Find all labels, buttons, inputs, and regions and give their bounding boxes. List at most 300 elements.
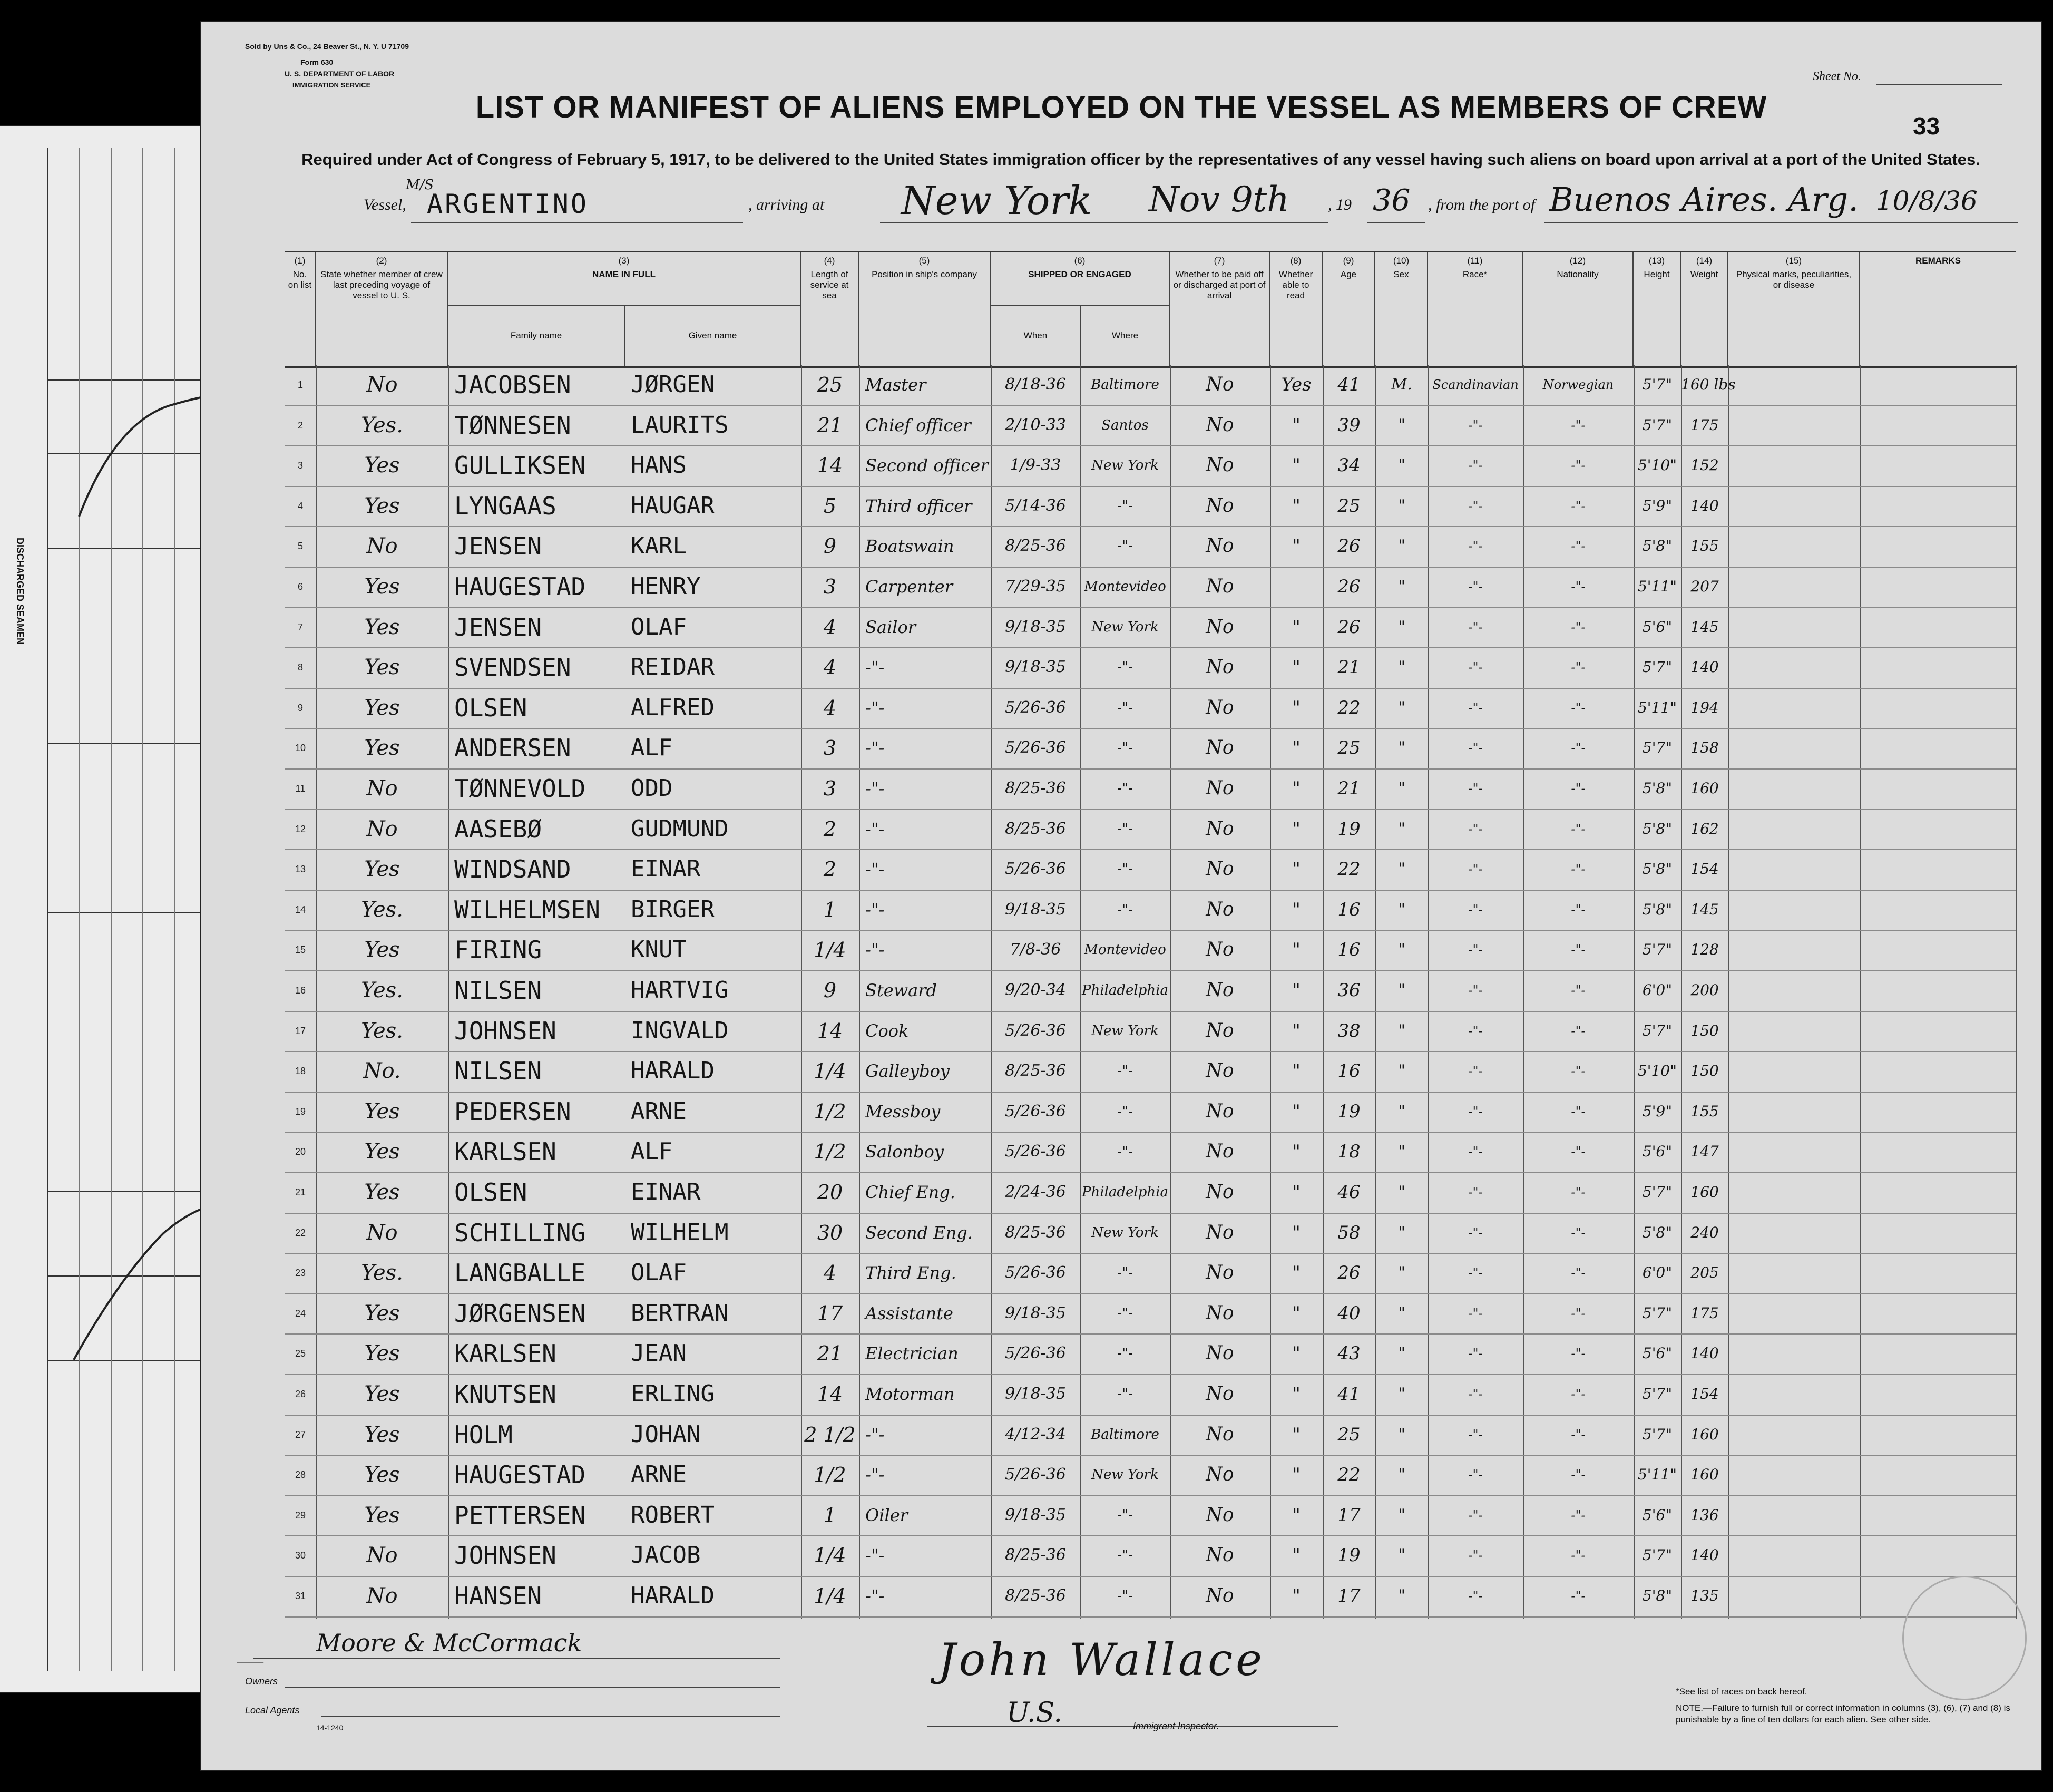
cell-race: -"- (1468, 579, 1483, 594)
cell-paid: No (1206, 656, 1234, 678)
cell-paid: No (1206, 616, 1234, 638)
cell-service: 25 (817, 373, 843, 396)
cell-position: Third Eng. (865, 1263, 956, 1283)
cell-age: 19 (1337, 1100, 1361, 1122)
cell-age: 17 (1337, 1504, 1361, 1526)
cell-where: New York (1091, 1022, 1159, 1039)
cell-family: JENSEN (454, 532, 542, 561)
cell-sex: " (1398, 1344, 1405, 1363)
cell-paid: No (1206, 817, 1234, 840)
service-name: IMMIGRATION SERVICE (292, 81, 371, 89)
cell-service: 1/2 (814, 1463, 846, 1487)
cell-weight: 240 (1690, 1223, 1719, 1241)
col-header-3: (3) NAME IN FULL (448, 252, 801, 366)
cell-family: KARLSEN (454, 1339, 556, 1368)
cell-age: 18 (1337, 1141, 1361, 1163)
cell-family: WILHELMSEN (454, 895, 600, 924)
cell-when: 5/26-36 (1005, 860, 1066, 879)
cell-sex: " (1398, 496, 1405, 515)
cell-prev: Yes (364, 1341, 400, 1366)
cell-nat: -"- (1571, 1144, 1586, 1160)
cell-sex: " (1398, 1061, 1405, 1080)
cell-where: -"- (1117, 1103, 1133, 1119)
cell-race: -"- (1468, 700, 1483, 715)
arriving-label: , arriving at (748, 196, 825, 213)
cell-no: 4 (297, 500, 303, 511)
cell-read: " (1292, 818, 1301, 840)
cell-age: 41 (1337, 374, 1361, 395)
cell-read (1270, 567, 1323, 607)
cell-where: -"- (1117, 699, 1133, 716)
cell-nat: -"- (1571, 458, 1586, 473)
cell-given: OLAF (631, 613, 687, 640)
cell-nat: -"- (1571, 1306, 1586, 1321)
cell-when: 1/9-33 (1010, 456, 1061, 475)
cell-prev: No (366, 1584, 398, 1608)
cell-sex: " (1398, 1303, 1405, 1322)
cell-position: Motorman (865, 1384, 955, 1404)
cell-height: 5'7" (1642, 739, 1673, 757)
cell-given: HAUGAR (631, 492, 715, 519)
cell-prev: Yes (364, 493, 400, 518)
cell-no: 31 (295, 1591, 306, 1601)
cell-race: -"- (1468, 619, 1483, 635)
cell-position: -"- (865, 1545, 885, 1566)
arrival-date: Nov 9th (1149, 179, 1289, 220)
cell-service: 5 (823, 494, 837, 518)
cell-nat: -"- (1571, 1467, 1586, 1483)
cell-age: 22 (1337, 1464, 1361, 1486)
cell-family: JOHNSEN (454, 1541, 556, 1570)
cell-position: -"- (865, 899, 885, 920)
form-code: 14-1240 (316, 1723, 344, 1732)
subheader-when: When (1023, 330, 1048, 340)
cell-paid: No (1206, 576, 1234, 597)
cell-prev: Yes (364, 615, 400, 639)
cell-where: New York (1091, 1224, 1159, 1241)
cell-prev: No. (363, 1059, 401, 1084)
cell-paid: No (1206, 1141, 1234, 1163)
cell-weight: 152 (1690, 456, 1719, 474)
cell-age: 41 (1337, 1384, 1361, 1405)
cell-when: 9/18-35 (1005, 617, 1066, 636)
cell-weight: 147 (1690, 1143, 1719, 1161)
cell-sex: " (1398, 1021, 1405, 1040)
cell-prev: Yes (364, 1140, 400, 1164)
cell-no: 22 (295, 1227, 306, 1238)
cell-weight: 140 (1690, 1546, 1719, 1564)
cell-prev: Yes (364, 574, 400, 599)
cell-weight: 150 (1690, 1062, 1719, 1080)
cell-no: 18 (295, 1066, 306, 1077)
cell-no: 14 (295, 904, 306, 915)
col-header-12: (12) Nationality (1523, 252, 1634, 366)
cell-race: -"- (1468, 1589, 1483, 1603)
cell-no: 11 (295, 783, 306, 794)
cell-age: 26 (1337, 616, 1361, 638)
cell-given: WILHELM (631, 1219, 729, 1246)
cell-read: " (1292, 1100, 1301, 1122)
cell-height: 5'7" (1642, 1021, 1673, 1039)
cell-prev: Yes (364, 655, 400, 680)
cell-height: 5'10" (1637, 1062, 1677, 1080)
cell-weight: 140 (1690, 1345, 1719, 1362)
cell-read: " (1292, 535, 1301, 557)
cell-race: -"- (1468, 1548, 1483, 1563)
cell-sex: " (1398, 860, 1405, 879)
cell-weight: 145 (1690, 618, 1719, 636)
cell-service: 2 1/2 (804, 1423, 856, 1446)
cell-when: 8/18-36 (1005, 375, 1066, 394)
crew-row (285, 607, 2016, 649)
agents-label: _____ (237, 1652, 264, 1663)
cell-age: 25 (1337, 495, 1361, 517)
cell-sex: " (1398, 537, 1405, 556)
cell-position: Chief officer (865, 415, 971, 435)
cell-height: 5'8" (1642, 1587, 1673, 1604)
cell-family: KNUTSEN (454, 1380, 556, 1408)
cell-given: ROBERT (631, 1501, 715, 1528)
cell-height: 5'7" (1642, 416, 1673, 434)
cell-no: 10 (295, 743, 306, 754)
table-header (285, 251, 2016, 368)
cell-when: 5/14-36 (1005, 496, 1066, 515)
cell-position: -"- (865, 697, 885, 718)
crew-row (285, 405, 2016, 447)
cell-service: 20 (817, 1181, 843, 1204)
cell-nat: -"- (1571, 741, 1586, 756)
cell-height: 5'6" (1642, 618, 1673, 636)
cell-position: -"- (865, 1586, 885, 1606)
cell-given: KARL (631, 532, 687, 560)
cell-position: Sailor (865, 617, 916, 637)
cell-prev: Yes (364, 1382, 400, 1406)
cell-position: Master (865, 375, 926, 395)
cell-weight: 154 (1690, 860, 1719, 878)
cell-prev: Yes (364, 695, 400, 720)
cell-race: -"- (1468, 1064, 1483, 1079)
cell-prev: Yes (364, 1301, 400, 1326)
cell-service: 1/4 (814, 1544, 846, 1567)
cell-nat: -"- (1571, 660, 1586, 675)
cell-paid: No (1206, 1019, 1234, 1041)
manifest-subtitle: Required under Act of Congress of February 5, 1917, to be delivered to the United States immigration officer by the representatives of any vessel having such aliens on board upon arrival at a port of the United States. (301, 150, 1980, 169)
cell-paid: No (1206, 374, 1234, 395)
cell-given: ALF (631, 734, 673, 762)
cell-weight: 160 (1690, 780, 1719, 797)
cell-height: 5'8" (1642, 860, 1673, 878)
year-prefix: , 19 (1328, 196, 1352, 213)
cell-weight: 150 (1690, 1021, 1719, 1039)
col-header-5: (5) Position in ship's company (859, 252, 991, 366)
cell-where: -"- (1117, 1507, 1133, 1523)
crew-row (285, 849, 2016, 891)
cell-paid: No (1206, 1585, 1234, 1606)
cell-where: Philadelphia (1082, 982, 1168, 998)
cell-sex: " (1398, 577, 1405, 596)
cell-where: -"- (1117, 861, 1133, 878)
cell-position: Boatswain (865, 536, 954, 557)
publisher-line: Sold by Uns & Co., 24 Beaver St., N. Y. U 71709 (245, 42, 409, 51)
sheet-label: Sheet No. (1813, 70, 1861, 83)
cell-prev: No (366, 816, 398, 841)
cell-where: -"- (1117, 1144, 1133, 1160)
cell-no: 29 (295, 1509, 306, 1521)
cell-paid: No (1206, 1060, 1234, 1082)
cell-height: 5'7" (1642, 1546, 1673, 1564)
cell-race: -"- (1468, 1427, 1483, 1442)
cell-age: 39 (1337, 414, 1361, 436)
cell-read: " (1292, 657, 1301, 678)
cell-service: 14 (817, 1382, 843, 1406)
cell-height: 5'6" (1642, 1506, 1673, 1524)
cell-weight: 175 (1690, 416, 1719, 434)
col-header-15: (15) Physical marks, peculiarities, or disease (1728, 252, 1860, 366)
cell-nat: -"- (1571, 942, 1586, 958)
departure-port: Buenos Aires. Arg. (1549, 180, 1859, 219)
cell-no: 24 (295, 1308, 306, 1319)
cell-family: NILSEN (454, 1057, 542, 1086)
cell-height: 5'11" (1637, 578, 1677, 595)
cell-nat: -"- (1571, 1589, 1586, 1603)
cell-given: JEAN (631, 1340, 687, 1367)
cell-family: JOHNSEN (454, 1016, 556, 1045)
races-note: *See list of races on back hereof. (1676, 1687, 1807, 1697)
cell-nat: -"- (1571, 1104, 1586, 1119)
cell-sex: " (1398, 1142, 1405, 1161)
cell-read: " (1292, 737, 1301, 759)
cell-height: 5'11" (1637, 1466, 1677, 1484)
cell-service: 14 (817, 1019, 843, 1043)
cell-paid: No (1206, 454, 1234, 476)
cell-age: 16 (1337, 899, 1361, 920)
cell-position: -"- (865, 859, 885, 880)
cell-height: 5'8" (1642, 1223, 1673, 1241)
cell-sex: " (1398, 981, 1405, 999)
cell-paid: No (1206, 696, 1234, 718)
cell-when: 9/18-35 (1005, 658, 1066, 677)
cell-service: 4 (823, 615, 837, 639)
cell-no: 21 (295, 1187, 306, 1197)
cell-height: 6'0" (1642, 1264, 1673, 1282)
cell-where: New York (1091, 457, 1159, 474)
inspector-signature: John Wallace (938, 1634, 1265, 1686)
cell-race: -"- (1468, 1467, 1483, 1483)
cell-nat: -"- (1571, 1265, 1586, 1281)
cell-race: -"- (1468, 1225, 1483, 1240)
cell-nat: -"- (1571, 417, 1586, 433)
cell-given: ALF (631, 1138, 673, 1165)
col-header-14: (14) Weight (1681, 252, 1728, 366)
crew-row (285, 1576, 2016, 1618)
cell-age: 19 (1337, 1545, 1361, 1566)
form-number: Form 630 (300, 58, 334, 66)
cell-race: -"- (1468, 1144, 1483, 1160)
cell-race: -"- (1468, 1185, 1483, 1200)
cell-weight: 162 (1690, 820, 1719, 837)
cell-read: " (1292, 1060, 1301, 1082)
cell-prev: Yes (364, 736, 400, 761)
agents-name: Moore & McCormack (316, 1629, 582, 1657)
cell-race: -"- (1468, 983, 1483, 998)
cell-paid: No (1206, 979, 1234, 1001)
cell-age: 21 (1337, 657, 1361, 678)
cell-sex: " (1398, 1546, 1405, 1565)
cell-family: NILSEN (454, 976, 542, 1005)
cell-no: 19 (295, 1106, 306, 1117)
cell-prev: Yes (364, 1422, 400, 1447)
cell-sex: " (1398, 1465, 1405, 1484)
cell-sex: " (1398, 415, 1405, 434)
col-header-4: (4) Length of service at sea (801, 252, 859, 366)
cell-read: " (1292, 1262, 1301, 1284)
cell-given: BIRGER (631, 895, 715, 923)
cell-paid: No (1206, 1302, 1234, 1324)
cell-race: -"- (1468, 862, 1483, 877)
cell-nat: -"- (1571, 579, 1586, 594)
crew-row (285, 688, 2016, 729)
cell-read: " (1292, 1302, 1301, 1324)
cell-height: 5'11" (1637, 698, 1677, 716)
cell-height: 6'0" (1642, 981, 1673, 999)
col-header-1: (1) No. on list (285, 252, 316, 366)
cell-service: 3 (823, 736, 837, 760)
cell-read: " (1292, 778, 1301, 799)
cell-no: 17 (295, 1025, 306, 1036)
cell-read: " (1292, 697, 1301, 718)
cell-sex: " (1398, 779, 1405, 797)
cell-age: 26 (1337, 1262, 1361, 1284)
cell-when: 9/18-35 (1005, 1385, 1066, 1403)
cell-read: " (1292, 495, 1301, 517)
cell-age: 43 (1337, 1343, 1361, 1365)
crew-row (285, 1415, 2016, 1456)
cell-sex: " (1398, 1223, 1405, 1242)
cell-nat: -"- (1571, 1427, 1586, 1442)
cell-age: 46 (1337, 1182, 1361, 1203)
cell-when: 5/26-36 (1005, 1465, 1066, 1484)
cell-height: 5'8" (1642, 780, 1673, 797)
cell-family: OLSEN (454, 1178, 527, 1206)
col-header-2: (2) State whether member of crew last preceding voyage of vessel to U. S. (316, 252, 448, 366)
cell-weight: 155 (1690, 1102, 1719, 1120)
cell-no: 2 (297, 420, 303, 431)
cell-where: -"- (1117, 1063, 1133, 1079)
cell-age: 25 (1337, 1424, 1361, 1445)
cell-race: -"- (1468, 660, 1483, 675)
cell-read: " (1292, 1424, 1301, 1445)
cell-nat: -"- (1571, 902, 1586, 917)
cell-when: 5/26-36 (1005, 1142, 1066, 1161)
crew-row (285, 647, 2016, 689)
cell-prev: Yes (364, 1463, 400, 1487)
col-header-13: (13) Height (1634, 252, 1681, 366)
cell-position: Messboy (865, 1101, 941, 1122)
cell-sex: " (1398, 1425, 1405, 1444)
cell-height: 5'7" (1642, 1304, 1673, 1322)
cell-service: 1/4 (814, 1584, 846, 1608)
cell-race: -"- (1468, 539, 1483, 554)
cell-paid: No (1206, 1504, 1234, 1526)
crew-row (285, 445, 2016, 487)
cell-paid: No (1206, 858, 1234, 880)
cell-given: ALFRED (631, 694, 715, 721)
cell-nat: -"- (1571, 498, 1586, 513)
cell-when: 5/26-36 (1005, 738, 1066, 757)
cell-nat: -"- (1571, 1346, 1586, 1361)
crew-row (285, 970, 2016, 1012)
crew-row (285, 1092, 2016, 1133)
cell-race: -"- (1468, 1387, 1483, 1401)
cell-family: WINDSAND (454, 855, 571, 884)
cell-when: 8/25-36 (1005, 779, 1066, 797)
cell-where: -"- (1117, 821, 1133, 837)
cell-position: Third officer (865, 495, 972, 516)
year-suffix: 36 (1373, 183, 1411, 218)
cell-age: 17 (1337, 1585, 1361, 1606)
cell-race: -"- (1468, 1306, 1483, 1321)
cell-race: -"- (1468, 902, 1483, 917)
cell-service: 1/2 (814, 1099, 846, 1123)
cell-when: 5/26-36 (1005, 1102, 1066, 1121)
cell-family: KARLSEN (454, 1137, 556, 1166)
cell-given: KNUT (631, 936, 687, 963)
cell-given: ARNE (631, 1097, 687, 1125)
cell-paid: No (1206, 494, 1234, 517)
col-header-8: (8) Whether able to read (1270, 252, 1323, 366)
cell-age: 16 (1337, 939, 1361, 961)
cell-paid: No (1206, 414, 1234, 436)
cell-no: 12 (295, 823, 306, 834)
cell-height: 5'7" (1642, 376, 1673, 393)
cell-weight: 175 (1690, 1304, 1719, 1322)
cell-weight: 207 (1690, 578, 1719, 595)
cell-service: 1 (823, 898, 837, 921)
cell-position: -"- (865, 657, 885, 678)
cell-no: 6 (297, 581, 303, 592)
cell-age: 19 (1337, 818, 1361, 840)
cell-family: LYNGAAS (454, 491, 556, 520)
cell-sex: " (1398, 456, 1405, 475)
cell-family: HOLM (454, 1420, 513, 1449)
cell-paid: No (1206, 1383, 1234, 1405)
cell-when: 5/26-36 (1005, 1263, 1066, 1282)
col-header-9: (9) Age (1323, 252, 1375, 366)
cell-no: 5 (297, 541, 303, 552)
col-header-7: (7) Whether to be paid off or discharged at port of arrival (1170, 252, 1270, 366)
cell-family: ANDERSEN (454, 734, 571, 763)
cell-position: -"- (865, 940, 885, 960)
cell-given: HARTVIG (631, 977, 729, 1004)
cell-age: 26 (1337, 576, 1361, 597)
official-seal (1902, 1576, 2027, 1700)
cell-height: 5'10" (1637, 456, 1677, 474)
cell-height: 5'9" (1642, 1102, 1673, 1120)
cell-service: 4 (823, 1261, 837, 1285)
cell-weight: 155 (1690, 537, 1719, 555)
cell-read: " (1292, 616, 1301, 638)
cell-sex: " (1398, 1102, 1405, 1121)
cell-position: Salonboy (865, 1142, 944, 1162)
cell-no: 15 (295, 944, 306, 956)
fine-note: NOTE.—Failure to furnish full or correct information in columns (3), (6), (7) and (8) is punishable by a fine of ten dollars for each alien. See other side. (1676, 1703, 2010, 1725)
cell-position: -"- (865, 778, 885, 798)
cell-family: TØNNEVOLD (454, 774, 586, 803)
cell-age: 26 (1337, 535, 1361, 557)
cell-when: 9/18-35 (1005, 1303, 1066, 1322)
cell-height: 5'7" (1642, 658, 1673, 676)
cell-height: 5'8" (1642, 537, 1673, 555)
